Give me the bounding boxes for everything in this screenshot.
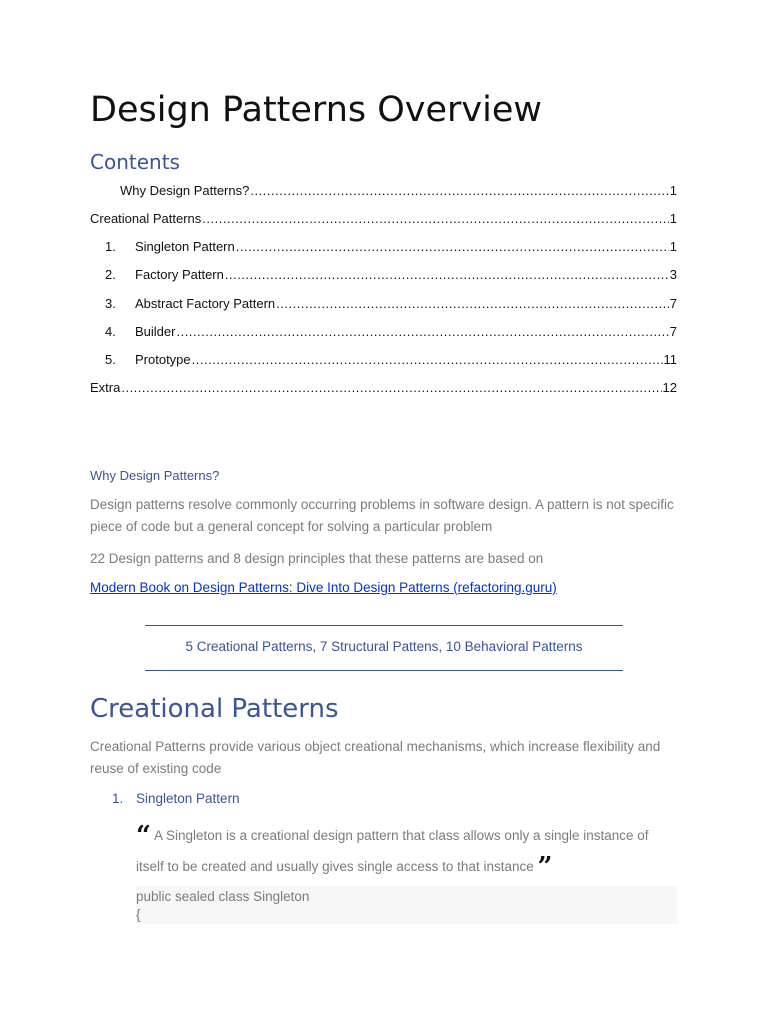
toc-entry-page: 12 bbox=[662, 380, 677, 395]
quote-text: A Singleton is a creational design pattern that class allows only a single instance of itself to be created and usually gives single access to that instance bbox=[136, 828, 649, 874]
toc-entry-page: 1 bbox=[669, 211, 677, 226]
toc-entry-singleton-pattern[interactable] bbox=[105, 234, 677, 254]
toc-entry-number: 1. bbox=[105, 239, 116, 254]
toc-leader-dots bbox=[236, 239, 669, 254]
callout-bottom-border bbox=[145, 670, 623, 671]
patterns-count-paragraph: 22 Design patterns and 8 design principles that these patterns are based on bbox=[90, 551, 544, 566]
toc-entry-label: Why Design Patterns? bbox=[120, 183, 250, 198]
singleton-quote bbox=[136, 820, 676, 882]
toc-entry-page: 1 bbox=[669, 239, 677, 254]
why-design-patterns-heading: Why Design Patterns? bbox=[90, 468, 220, 483]
toc-leader-dots bbox=[192, 352, 663, 367]
code-block bbox=[136, 886, 677, 924]
toc-entry-abstract-factory-pattern[interactable] bbox=[105, 291, 677, 311]
toc-entry-page: 1 bbox=[669, 183, 677, 198]
open-quote-mark: “ bbox=[136, 821, 151, 851]
toc-entry-factory-pattern[interactable] bbox=[105, 262, 677, 282]
toc-entry-number: 4. bbox=[105, 324, 116, 339]
toc-entry-label: Builder bbox=[135, 324, 176, 339]
toc-entry-page: 7 bbox=[669, 324, 677, 339]
toc-entry-prototype[interactable] bbox=[105, 347, 677, 367]
toc-entry-number: 2. bbox=[105, 267, 116, 282]
list-item-title: Singleton Pattern bbox=[136, 791, 240, 806]
contents-heading: Contents bbox=[90, 150, 180, 174]
pattern-count-callout: 5 Creational Patterns, 7 Structural Pattens, 10 Behavioral Patterns bbox=[185, 639, 583, 654]
toc-entry-builder[interactable] bbox=[105, 319, 677, 339]
callout-top-border bbox=[145, 625, 623, 626]
document-title: Design Patterns Overview bbox=[90, 90, 543, 130]
list-number: 1. bbox=[112, 791, 124, 806]
toc-entry-why-design-patterns[interactable] bbox=[120, 178, 677, 198]
toc-leader-dots bbox=[121, 380, 661, 395]
toc-entry-number: 5. bbox=[105, 352, 116, 367]
toc-entry-number: 3. bbox=[105, 296, 116, 311]
toc-entry-page: 7 bbox=[669, 296, 677, 311]
code-line: public sealed class Singleton bbox=[136, 889, 310, 904]
toc-entry-creational-patterns[interactable] bbox=[90, 206, 677, 226]
code-line: { bbox=[136, 907, 141, 922]
singleton-list-heading bbox=[112, 791, 240, 806]
toc-entry-label: Prototype bbox=[135, 352, 191, 367]
toc-entry-page: 3 bbox=[669, 267, 677, 282]
toc-entry-label: Creational Patterns bbox=[90, 211, 202, 226]
toc-leader-dots bbox=[250, 183, 668, 198]
toc-entry-label: Singleton Pattern bbox=[135, 239, 235, 254]
creational-patterns-heading: Creational Patterns bbox=[90, 694, 339, 724]
toc-leader-dots bbox=[276, 296, 669, 311]
toc-entry-extra[interactable] bbox=[90, 375, 677, 395]
refactoring-guru-link[interactable]: Modern Book on Design Patterns: Dive Into Design Patterns (refactoring.guru) bbox=[90, 580, 557, 595]
close-quote-mark: ” bbox=[537, 852, 553, 882]
toc-entry-page: 11 bbox=[663, 352, 677, 367]
why-paragraph: Design patterns resolve commonly occurring problems in software design. A pattern is not specific piece of code but a general concept for solving a particular problem bbox=[90, 497, 674, 534]
toc-leader-dots bbox=[225, 267, 669, 282]
toc-leader-dots bbox=[176, 324, 668, 339]
toc-entry-label: Abstract Factory Pattern bbox=[135, 296, 276, 311]
toc-entry-label: Extra bbox=[90, 380, 121, 395]
toc-entry-label: Factory Pattern bbox=[135, 267, 224, 282]
creational-intro-paragraph: Creational Patterns provide various object creational mechanisms, which increase flexibility and reuse of existing code bbox=[90, 739, 661, 776]
toc-leader-dots bbox=[202, 211, 668, 226]
